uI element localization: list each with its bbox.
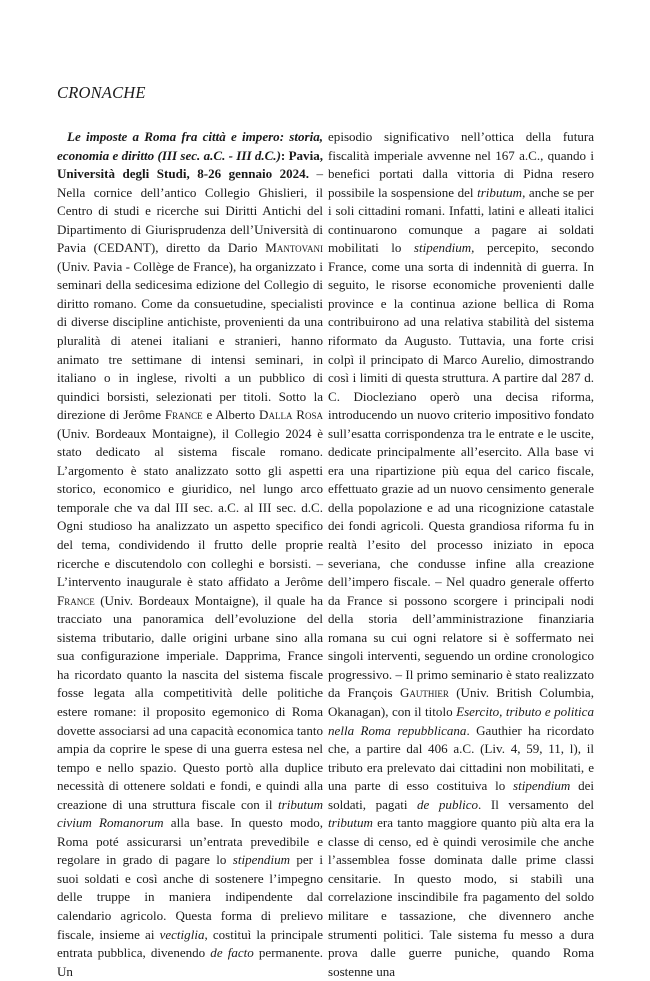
text-run: permanente. Un xyxy=(57,945,323,979)
author-name: France xyxy=(57,592,95,608)
text-run: (Univ. Bordeaux Montaigne), il quale ha tracciato una panoramica dell’evoluzione del sistema tributario, dalle origini urbane sino alla sua configurazione imperiale. Dapprima, France ha ricordato quanto la nascita del sistema fiscale fosse legata alla competitività delle politiche estere romane: il proposito egemonico di Roma dovette associarsi ad una capacità economica tanto ampia da coprire le spese di una guerra estesa nel tempo e nello spazio. Questo portò alla duplice necessità di ottenere soldati e fondi, e quindi alla creazione di una struttura fiscale con il xyxy=(57,592,323,812)
author-name: Mantovani xyxy=(265,240,323,256)
latin-term: vectiglia xyxy=(159,926,205,942)
text-run: , costituì la principale entrata pubblica, divenendo xyxy=(57,926,323,961)
article-venue: : Pavia, Università degli Studi, 8-26 gennaio 2024. xyxy=(57,147,323,182)
article-paragraph-left xyxy=(57,128,323,981)
author-name: France xyxy=(164,407,203,423)
article-title: Le imposte a Roma fra città e impero: storia, economia e diritto (III sec. a.C. - III d.C.) xyxy=(57,129,323,163)
section-title: CRONACHE xyxy=(57,83,146,102)
latin-term: stipendium xyxy=(232,852,291,868)
latin-term: stipendium, xyxy=(413,240,475,256)
right-column xyxy=(328,128,594,981)
text-run: per i suoi soldati e così anche di sostenere l’impegno delle truppe in maniera indipendente dal calendario agricolo. Questa forma di prelievo fiscale, insieme ai xyxy=(57,852,323,942)
text-run: dei soldati, pagati xyxy=(328,778,595,812)
text-run: percepito, secondo France, come una sorta di indennità di guerra. In seguito, le risorse economiche provenienti dalle province e la continua azione bellica di Roma contribuirono ad una relativa stabilità del sistema riformato da Augusto. Tuttavia, una forte crisi colpì il principato di Marco Aurelio, dimostrando così i limiti di questa struttura. A partire dal 287 d. C. Diocleziano operò una decisa riforma, introducendo un nuovo criterio impositivo fondato sull’esatta corrispondenza tra le entrate e le uscite, dedicate principalmente all’esercito. Alla base vi era una ripartizione più equa del carico fiscale, effettuato grazie ad un nuovo censimento generale della popolazione e ad una ricognizione catastale dei fondi agricoli. Questa grandiosa riforma fu in realtà l’esito del processo iniziato in epoca severiana, che condusse infine alla creazione dell’impero fiscale. – Nel quadro generale offerto da France si possono scorgere i principali nodi della storia dell’amministrazione finanziaria romana su cui ogni relatore si è soffermato nei singoli interventi, seguendo un ordine cronologico progressivo. – Il primo seminario è stato realizzato da François xyxy=(328,240,594,701)
author-name: Gauthier xyxy=(399,685,449,701)
text-run: . Gauthier ha ricordato che, a partire dal 406 a.C. (Liv. 4, 59, 11, l), il tributo era prelevato dai cittadini non mobilitati, e una parte di esso costituiva lo xyxy=(328,722,595,794)
text-run: – Nella cornice dell’antico Collegio Ghislieri, il Centro di studi e ricerche sui Diritti Antichi del Dipartimento di Giurisprudenza dell’Università di Pavia (CEDANT), diretto da Dario xyxy=(57,166,323,256)
text-run: . Il versamento del xyxy=(478,796,594,812)
latin-term: de publico xyxy=(417,796,479,812)
seminar-title: Esercito, tributo e politica nella Roma repubblicana xyxy=(328,703,594,738)
text-run: alla base. In questo modo, Roma poté assicurarsi un’entrata prevedibile e regolare in grado di pagare lo xyxy=(57,815,324,868)
text-run: episodio significativo nell’ottica della futura fiscalità imperiale avvenne nel 167 a.C., quando i benefici portati dalla vittoria di Pidna resero possibile la sospensione del xyxy=(328,129,594,200)
latin-term: tributum xyxy=(328,815,373,831)
left-column xyxy=(57,128,323,981)
text-run: (Univ. British Columbia, Okanagan), con il titolo xyxy=(328,685,594,719)
article-paragraph-right xyxy=(328,128,594,981)
text-run: , anche se per i soli cittadini romani. Infatti, latini e alleati italici continuarono comunque a pagare ai soldati mobilitati lo xyxy=(328,184,594,256)
latin-term: tributum civium Romanorum xyxy=(57,796,323,831)
latin-term: stipendium xyxy=(513,778,571,794)
text-run: e Alberto xyxy=(202,407,260,423)
text-run: (Univ. Pavia - Collège de France), ha organizzato i seminari della sedicesima edizione del Collegio di diritto romano. Come da consuetudine, specialisti di diverse discipline antichiste, provenienti da una pluralità di atenei italiani e stranieri, hanno animato tre settimane di intensi seminari, in italiano o in inglese, rivolti a un pubblico di quindici borsisti, selezionati per titoli. Sotto la direzione di Jerôme xyxy=(57,258,323,423)
text-run: era tanto maggiore quanto più alta era la classe di censo, ed è quindi verosimile che anche l’assemblea fosse dominata dalle prime classi censitarie. In questo modo, si stabilì una correlazione inscindibile fra pagamento del soldo militare e tassazione, che divennero anche strumenti politici. Tale sistema fu messo a dura prova dalle guerre puniche, quando Roma sostenne una xyxy=(328,815,594,979)
author-name: Dalla Rosa xyxy=(259,407,323,423)
text-run: (Univ. Bordeaux Montaigne), il Collegio 2024 è stato dedicato al sistema fiscale romano. L’argomento è stato analizzato sotto gli aspetti storico, economico e giuridico, nel lungo arco temporale che va dal III sec. a.C. al III sec. d.C. Ogni studioso ha analizzato un aspetto specifico del tema, condividendo il frutto delle proprie ricerche e discutendolo con colleghi e borsisti. – L’intervento inaugurale è stato affidato a Jerôme xyxy=(57,425,323,590)
latin-term: de facto xyxy=(210,945,254,961)
latin-term: tributum xyxy=(477,184,523,200)
